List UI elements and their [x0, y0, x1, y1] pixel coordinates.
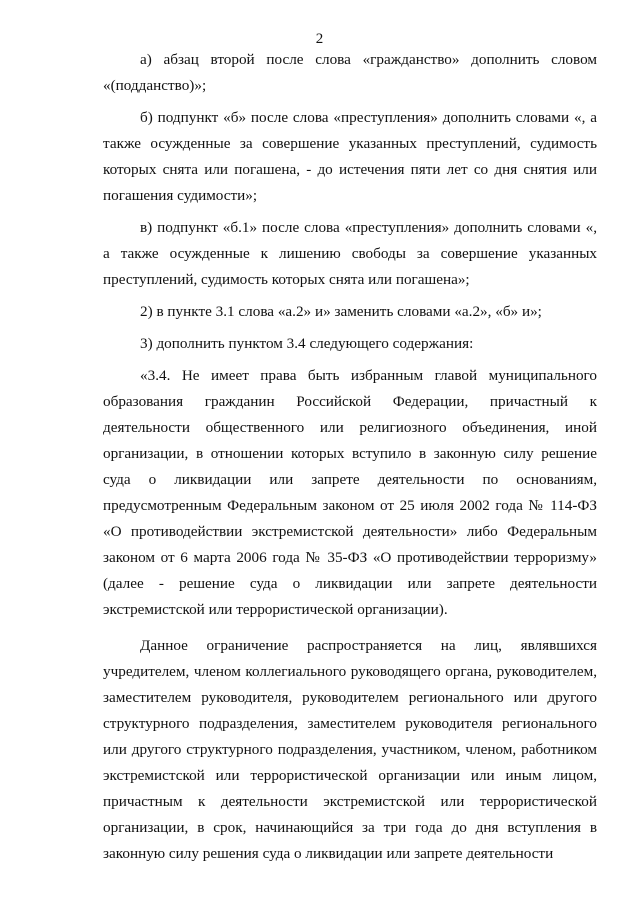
- paragraph-item-2: 2) в пункте 3.1 слова «а.2» и» заменить словами «а.2», «б» и»;: [140, 303, 542, 320]
- paragraph-a: а) абзац второй после слова «гражданство» дополнить словом «(подданство)»;: [103, 51, 597, 94]
- document-body: [103, 47, 597, 867]
- page-number: 2: [315, 31, 324, 47]
- paragraph-restriction: Данное ограничение распространяется на лиц, являвшихся учредителем, членом коллегиального руководящего органа, руководителем, заместителем руководителя, руководителем регионального или другого структурного подразделения, заместителем руководителя регионального или другого структурного подразделения, участником, членом, работником экстремистской или террористической организации или иным лицом, причастным к деятельности экстремистской или террористической организации, в срок, начинающийся за три года до дня вступления в законную силу решения суда о ликвидации или запрете деятельности: [103, 637, 597, 862]
- paragraph-item-3: 3) дополнить пунктом 3.4 следующего содержания:: [140, 335, 474, 352]
- paragraph-v: в) подпункт «б.1» после слова «преступления» дополнить словами «, а также осужденные к лишению свободы за совершение указанных преступлений, судимость которых снята или погашена»;: [103, 219, 597, 288]
- paragraph-b: б) подпункт «б» после слова «преступления» дополнить словами «, а также осужденные за совершение указанных преступлений, судимость которых снята или погашена, - до истечения пяти лет со дня снятия или погашения судимости»;: [103, 109, 597, 204]
- paragraph-clause-3-4: «3.4. Не имеет права быть избранным главой муниципального образования гражданин Российской Федерации, причастный к деятельности общественного или религиозного объединения, иной организации, в отношении которых вступило в законную силу решение суда о ликвидации или запрете деятельности по основаниям, предусмотренным Федеральным законом от 25 июля 2002 года № 114-ФЗ «О противодействии экстремистской деятельности» либо Федеральным законом от 6 марта 2006 года № 35-ФЗ «О противодействии терроризму» (далее - решение суда о ликвидации или запрете деятельности экстремистской или террористической организации).: [103, 367, 597, 618]
